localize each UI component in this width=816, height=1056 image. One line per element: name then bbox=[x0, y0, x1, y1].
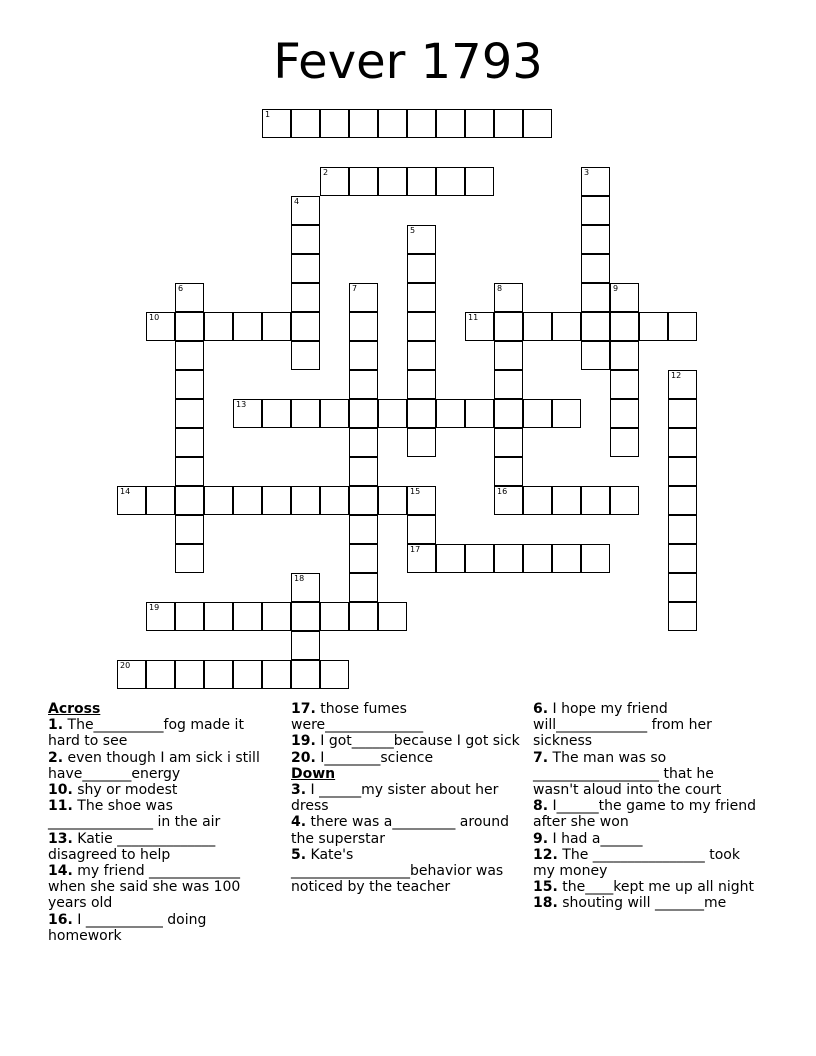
clue-down-8: 8. I______the game to my friend after she won bbox=[533, 798, 757, 831]
grid-cell[interactable] bbox=[349, 399, 378, 428]
grid-cell[interactable] bbox=[436, 167, 465, 196]
clue-across-11: 11. The shoe was _______________ in the air bbox=[48, 798, 221, 831]
grid-cell[interactable] bbox=[407, 370, 436, 399]
clue-down-15: 15. the____kept me up all night bbox=[533, 879, 755, 896]
grid-cell[interactable] bbox=[407, 544, 436, 573]
grid-cell[interactable] bbox=[291, 283, 320, 312]
clue-down-5: 5. Kate's _________________behavior was noticed by the teacher bbox=[291, 846, 504, 896]
clue-down-9: 9. I had a______ bbox=[533, 830, 643, 847]
grid-cell[interactable] bbox=[465, 399, 494, 428]
clue-down-4: 4. there was a_________ around the superstar bbox=[291, 814, 510, 847]
clue-across-10: 10. shy or modest bbox=[48, 782, 178, 799]
grid-cell[interactable] bbox=[465, 544, 494, 573]
grid-cell[interactable] bbox=[552, 312, 581, 341]
grid-cell[interactable] bbox=[639, 312, 668, 341]
grid-cell[interactable] bbox=[204, 602, 233, 631]
grid-cell[interactable] bbox=[407, 399, 436, 428]
clue-number: 9 bbox=[613, 284, 619, 293]
clue-column-3 bbox=[533, 701, 763, 912]
grid-cell[interactable] bbox=[320, 660, 349, 689]
grid-cell[interactable] bbox=[407, 428, 436, 457]
grid-cell[interactable] bbox=[436, 399, 465, 428]
grid-cell[interactable] bbox=[494, 399, 523, 428]
grid-cell[interactable] bbox=[291, 573, 320, 602]
grid-cell[interactable] bbox=[581, 254, 610, 283]
grid-cell[interactable] bbox=[262, 399, 291, 428]
grid-cell[interactable] bbox=[523, 544, 552, 573]
grid-cell[interactable] bbox=[436, 544, 465, 573]
grid-cell[interactable] bbox=[233, 660, 262, 689]
grid-cell[interactable] bbox=[175, 341, 204, 370]
grid-cell[interactable] bbox=[581, 225, 610, 254]
clue-number: 5 bbox=[410, 226, 416, 235]
clue-across-14: 14. my friend _____________ when she said she was 100 years old bbox=[48, 863, 241, 912]
grid-cell[interactable] bbox=[233, 399, 262, 428]
clue-down-7: 7. The man was so __________________ that he wasn't aloud into the court bbox=[533, 749, 722, 799]
grid-cell[interactable] bbox=[407, 109, 436, 138]
grid-cell[interactable] bbox=[494, 486, 523, 515]
grid-cell[interactable] bbox=[407, 341, 436, 370]
grid-cell[interactable] bbox=[349, 486, 378, 515]
grid-cell[interactable] bbox=[552, 486, 581, 515]
grid-cell[interactable] bbox=[610, 312, 639, 341]
grid-cell[interactable] bbox=[204, 312, 233, 341]
clue-across-2: 2. even though I am sick i still have_______energy bbox=[48, 749, 260, 782]
clue-number: 16 bbox=[497, 487, 508, 496]
grid-cell[interactable] bbox=[291, 312, 320, 341]
clue-number: 3 bbox=[584, 168, 590, 177]
grid-cell[interactable] bbox=[610, 428, 639, 457]
grid-cell[interactable] bbox=[262, 602, 291, 631]
grid-cell[interactable] bbox=[291, 631, 320, 660]
grid-cell[interactable] bbox=[668, 370, 697, 399]
clue-number: 7 bbox=[352, 284, 358, 293]
grid-cell[interactable] bbox=[146, 660, 175, 689]
grid-cell[interactable] bbox=[668, 515, 697, 544]
grid-cell[interactable] bbox=[175, 602, 204, 631]
grid-cell[interactable] bbox=[117, 486, 146, 515]
grid-cell[interactable] bbox=[407, 167, 436, 196]
grid-cell[interactable] bbox=[291, 399, 320, 428]
across-heading: Across bbox=[48, 701, 101, 717]
grid-cell[interactable] bbox=[204, 660, 233, 689]
grid-cell[interactable] bbox=[117, 660, 146, 689]
grid-cell[interactable] bbox=[175, 660, 204, 689]
grid-cell[interactable] bbox=[233, 312, 262, 341]
grid-cell[interactable] bbox=[320, 399, 349, 428]
grid-cell[interactable] bbox=[407, 312, 436, 341]
grid-cell[interactable] bbox=[378, 399, 407, 428]
grid-cell[interactable] bbox=[175, 515, 204, 544]
down-heading: Down bbox=[291, 765, 336, 782]
grid-cell[interactable] bbox=[668, 399, 697, 428]
grid-cell[interactable] bbox=[291, 486, 320, 515]
grid-cell[interactable] bbox=[291, 196, 320, 225]
grid-cell[interactable] bbox=[494, 109, 523, 138]
grid-cell[interactable] bbox=[320, 486, 349, 515]
grid-cell[interactable] bbox=[378, 602, 407, 631]
clue-number: 2 bbox=[323, 168, 329, 177]
grid-cell[interactable] bbox=[175, 399, 204, 428]
grid-cell[interactable] bbox=[407, 254, 436, 283]
grid-cell[interactable] bbox=[610, 370, 639, 399]
grid-cell[interactable] bbox=[291, 225, 320, 254]
grid-cell[interactable] bbox=[581, 544, 610, 573]
grid-cell[interactable] bbox=[291, 341, 320, 370]
grid-cell[interactable] bbox=[523, 399, 552, 428]
grid-cell[interactable] bbox=[175, 457, 204, 486]
grid-cell[interactable] bbox=[349, 457, 378, 486]
grid-cell[interactable] bbox=[494, 341, 523, 370]
grid-cell[interactable] bbox=[378, 167, 407, 196]
grid-cell[interactable] bbox=[581, 486, 610, 515]
clue-number: 19 bbox=[149, 603, 160, 612]
grid-cell[interactable] bbox=[668, 428, 697, 457]
grid-cell[interactable] bbox=[465, 167, 494, 196]
grid-cell[interactable] bbox=[233, 602, 262, 631]
grid-cell[interactable] bbox=[378, 486, 407, 515]
clue-number: 17 bbox=[410, 545, 421, 554]
grid-cell[interactable] bbox=[610, 283, 639, 312]
grid-cell[interactable] bbox=[407, 225, 436, 254]
grid-cell[interactable] bbox=[668, 573, 697, 602]
grid-cell[interactable] bbox=[494, 544, 523, 573]
clue-down-18: 18. shouting will _______me bbox=[533, 895, 727, 912]
clue-number: 14 bbox=[120, 487, 131, 496]
clue-number: 18 bbox=[294, 574, 305, 583]
grid-cell[interactable] bbox=[175, 370, 204, 399]
clue-number: 15 bbox=[410, 487, 421, 496]
clue-column-2 bbox=[291, 701, 527, 895]
clue-number: 6 bbox=[178, 284, 184, 293]
grid-cell[interactable] bbox=[407, 486, 436, 515]
grid-cell[interactable] bbox=[494, 428, 523, 457]
grid-cell[interactable] bbox=[523, 109, 552, 138]
clue-across-16: 16. I ___________ doing homework bbox=[48, 911, 207, 944]
clue-column-1 bbox=[48, 701, 278, 944]
grid-cell[interactable] bbox=[610, 486, 639, 515]
grid-cell[interactable] bbox=[175, 544, 204, 573]
clue-across-17: 17. those fumes were______________ bbox=[291, 701, 424, 734]
clue-across-20: 20. I________science bbox=[291, 749, 434, 766]
grid-cell[interactable] bbox=[320, 602, 349, 631]
grid-cell[interactable] bbox=[349, 602, 378, 631]
grid-cell[interactable] bbox=[349, 109, 378, 138]
grid-cell[interactable] bbox=[320, 109, 349, 138]
grid-cell[interactable] bbox=[349, 312, 378, 341]
grid-cell[interactable] bbox=[349, 341, 378, 370]
grid-cell[interactable] bbox=[581, 196, 610, 225]
grid-cell[interactable] bbox=[581, 341, 610, 370]
grid-cell[interactable] bbox=[668, 486, 697, 515]
grid-cell[interactable] bbox=[349, 428, 378, 457]
puzzle-title: Fever 1793 bbox=[273, 34, 543, 90]
clue-number: 11 bbox=[468, 313, 479, 322]
grid-cell[interactable] bbox=[668, 457, 697, 486]
grid-cell[interactable] bbox=[262, 312, 291, 341]
grid-cell[interactable] bbox=[581, 312, 610, 341]
grid-cell[interactable] bbox=[204, 486, 233, 515]
grid-cell[interactable] bbox=[175, 312, 204, 341]
grid-cell[interactable] bbox=[465, 109, 494, 138]
clue-number: 1 bbox=[265, 110, 271, 119]
clue-across-19: 19. I got______because I got sick bbox=[291, 733, 520, 750]
clue-number: 20 bbox=[120, 661, 131, 670]
clue-number: 13 bbox=[236, 400, 247, 409]
grid-cell[interactable] bbox=[291, 254, 320, 283]
grid-cell[interactable] bbox=[291, 109, 320, 138]
grid-cell[interactable] bbox=[175, 486, 204, 515]
grid-cell[interactable] bbox=[349, 544, 378, 573]
clue-across-1: 1. The__________fog made it hard to see bbox=[48, 717, 244, 750]
grid-cell[interactable] bbox=[291, 602, 320, 631]
grid-cell[interactable] bbox=[581, 167, 610, 196]
grid-cell[interactable] bbox=[349, 167, 378, 196]
clue-across-13: 13. Katie ______________ disagreed to help bbox=[48, 830, 216, 863]
grid-cell[interactable] bbox=[552, 544, 581, 573]
grid-cell[interactable] bbox=[407, 283, 436, 312]
grid-cell[interactable] bbox=[175, 428, 204, 457]
grid-cell[interactable] bbox=[233, 486, 262, 515]
grid-cell[interactable] bbox=[494, 312, 523, 341]
grid-cell[interactable] bbox=[610, 341, 639, 370]
grid-cell[interactable] bbox=[581, 283, 610, 312]
grid-cell[interactable] bbox=[378, 109, 407, 138]
grid-cell[interactable] bbox=[523, 312, 552, 341]
grid-cell[interactable] bbox=[175, 283, 204, 312]
clue-down-6: 6. I hope my friend will_____________ from her sickness bbox=[533, 701, 712, 750]
grid-cell[interactable] bbox=[291, 660, 320, 689]
clue-down-12: 12. The ________________ took my money bbox=[533, 846, 740, 880]
grid-cell[interactable] bbox=[262, 486, 291, 515]
grid-cell[interactable] bbox=[494, 370, 523, 399]
grid-cell[interactable] bbox=[610, 399, 639, 428]
grid-cell[interactable] bbox=[407, 515, 436, 544]
grid-cell[interactable] bbox=[523, 486, 552, 515]
grid-cell[interactable] bbox=[349, 573, 378, 602]
clue-down-3: 3. I ______my sister about her dress bbox=[291, 782, 499, 815]
clue-number: 12 bbox=[671, 371, 682, 380]
grid-cell[interactable] bbox=[146, 312, 175, 341]
grid-cell[interactable] bbox=[262, 660, 291, 689]
grid-cell[interactable] bbox=[494, 457, 523, 486]
grid-cell[interactable] bbox=[146, 486, 175, 515]
grid-cell[interactable] bbox=[494, 283, 523, 312]
grid-cell[interactable] bbox=[552, 399, 581, 428]
grid-cell[interactable] bbox=[668, 312, 697, 341]
grid-cell[interactable] bbox=[668, 544, 697, 573]
grid-cell[interactable] bbox=[349, 515, 378, 544]
grid-cell[interactable] bbox=[349, 283, 378, 312]
grid-cell[interactable] bbox=[465, 312, 494, 341]
clue-number: 4 bbox=[294, 197, 300, 206]
clue-number: 10 bbox=[149, 313, 160, 322]
grid-cell[interactable] bbox=[436, 109, 465, 138]
grid-cell[interactable] bbox=[262, 109, 291, 138]
grid-cell[interactable] bbox=[349, 370, 378, 399]
grid-cell[interactable] bbox=[668, 602, 697, 631]
clue-number: 8 bbox=[497, 284, 503, 293]
grid-cell[interactable] bbox=[320, 167, 349, 196]
grid-cell[interactable] bbox=[146, 602, 175, 631]
